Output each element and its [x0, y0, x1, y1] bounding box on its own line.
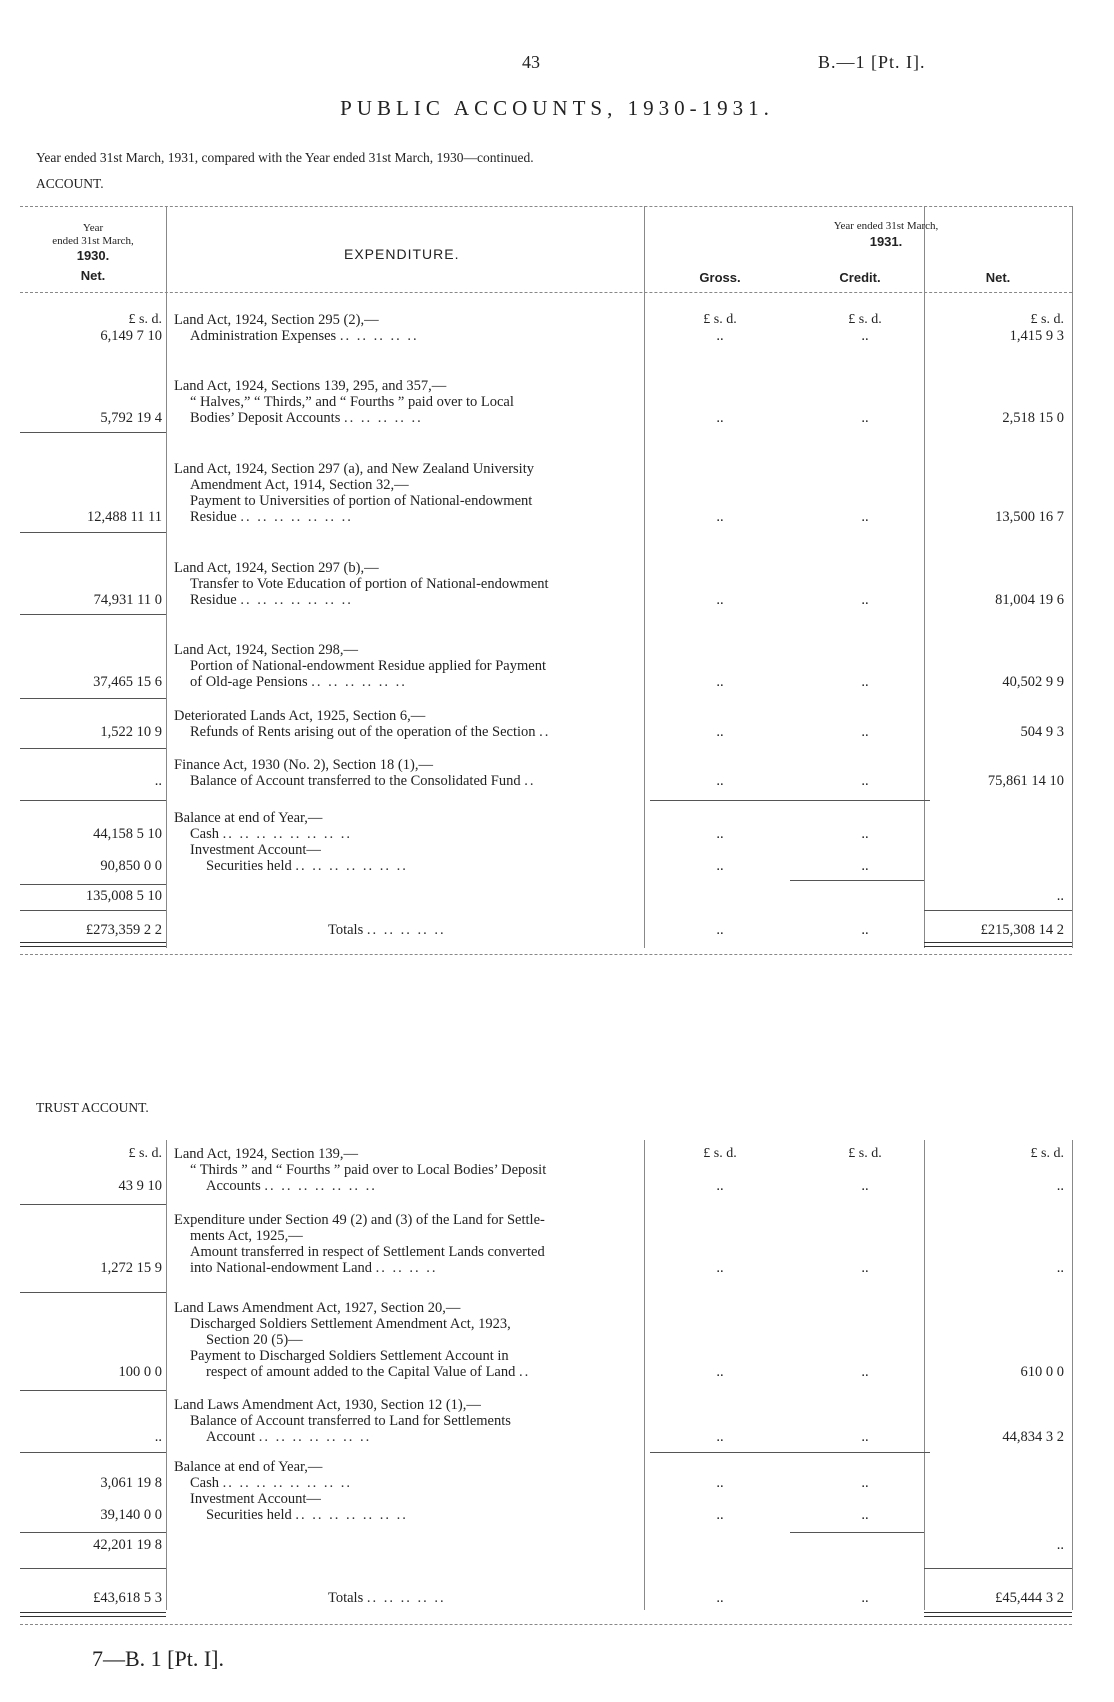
net-units: £ s. d.: [1030, 312, 1064, 327]
totals-double-rule: [924, 942, 1072, 947]
header-top-rule: [20, 206, 1072, 207]
gross-value: ..: [716, 724, 724, 740]
prev-year-heading: Year ended 31st March,: [52, 222, 134, 247]
securities-prev-value: 90,850 0 0: [100, 858, 162, 874]
gross-value: ..: [716, 1260, 724, 1276]
cash-gross-value: ..: [716, 826, 724, 842]
prev-units: £ s. d.: [128, 312, 162, 327]
credit-heading: Credit.: [839, 270, 881, 285]
column-rule-right: [1072, 206, 1073, 948]
totals-rule: [924, 1568, 1072, 1569]
totals-credit-value: ..: [861, 1590, 869, 1606]
securities-prev-value: 39,140 0 0: [100, 1507, 162, 1523]
credit-value: ..: [861, 674, 869, 690]
totals-credit-value: ..: [861, 922, 869, 938]
column-rule-prev: [166, 206, 167, 948]
credit-value: ..: [861, 1260, 869, 1276]
net-value: 1,415 9 3: [1009, 328, 1064, 344]
curr-year-heading: Year ended 31st March,: [833, 220, 939, 232]
gross-value: ..: [716, 674, 724, 690]
trust-net-units: £ s. d.: [1030, 1146, 1064, 1161]
credit-value: ..: [861, 328, 869, 344]
cash-prev-value: 44,158 5 10: [93, 826, 162, 842]
net-heading: Net.: [985, 270, 1011, 285]
securities-gross-value: ..: [716, 1507, 724, 1523]
credit-value: ..: [861, 773, 869, 789]
trust-account-label: TRUST ACCOUNT.: [36, 1100, 149, 1115]
row-rule: [20, 1452, 166, 1453]
net-value: 610 0 0: [1020, 1364, 1064, 1380]
totals-rule: [924, 910, 1072, 911]
balance-subtotal-net: ..: [1056, 888, 1064, 904]
securities-credit-value: ..: [861, 1507, 869, 1523]
row-description: Finance Act, 1930 (No. 2), Section 18 (1),— Balance of Account transferred to the Consolidated Fund ..: [174, 757, 536, 789]
credit-value: ..: [861, 1178, 869, 1194]
row-description: Land Act, 1924, Sections 139, 295, and 357,— “ Halves,” “ Thirds,” and “ Fourths ” paid over to Local Bodies’ Deposit Accounts .. .. .. .. ..: [174, 378, 514, 426]
prev-net-value: 12,488 11 11: [86, 509, 162, 525]
page-subtitle: Year ended 31st March, 1931, compared with the Year ended 31st March, 1930—continued.: [36, 150, 534, 165]
trust-section-bottom-rule: [20, 1624, 1072, 1625]
cash-prev-value: 3,061 19 8: [100, 1475, 162, 1491]
row-description: Deteriorated Lands Act, 1925, Section 6,— Refunds of Rents arising out of the operation of the Section ..: [174, 708, 551, 740]
net-value: 75,861 14 10: [987, 773, 1064, 789]
row-rule: [20, 748, 166, 749]
subtotal-rule: [790, 1532, 924, 1533]
totals-net-value: £215,308 14 2: [980, 922, 1064, 938]
net-value: ..: [1056, 1260, 1064, 1276]
row-rule: [20, 532, 166, 533]
gross-value: ..: [716, 1364, 724, 1380]
subtotal-rule: [20, 884, 166, 885]
row-description: Balance at end of Year,— Cash .. .. .. .. .. .. .. .. Investment Account— Securities held .. .. .. .. .. .. ..: [174, 1459, 408, 1523]
gross-value: ..: [716, 509, 724, 525]
prev-net-heading: Net.: [80, 268, 106, 283]
row-description: Land Act, 1924, Section 297 (a), and New Zealand University Amendment Act, 1914, Section 32,— Payment to Universities of portion of National-endowment Residue .. .. .. .. .. .. ..: [174, 461, 534, 525]
prev-net-value: 1,522 10 9: [100, 724, 162, 740]
row-rule: [20, 1204, 166, 1205]
row-description: Land Act, 1924, Section 295 (2),— Administration Expenses .. .. .. .. ..: [174, 312, 419, 344]
totals-gross-value: ..: [716, 1590, 724, 1606]
credit-value: ..: [861, 1364, 869, 1380]
totals-prev-value: £273,359 2 2: [85, 922, 162, 938]
prev-net-value: 37,465 15 6: [93, 674, 162, 690]
row-rule: [20, 1390, 166, 1391]
row-rule: [20, 1292, 166, 1293]
gross-value: ..: [716, 1429, 724, 1445]
section-bottom-rule: [20, 954, 1072, 955]
page-number: 43: [522, 52, 540, 72]
row-rule: [650, 800, 930, 801]
cash-gross-value: ..: [716, 1475, 724, 1491]
credit-value: ..: [861, 1429, 869, 1445]
gross-value: ..: [716, 773, 724, 789]
totals-label: Totals .. .. .. .. ..: [328, 1590, 446, 1606]
row-description: Land Act, 1924, Section 298,— Portion of National-endowment Residue applied for Payment of Old-age Pensions .. .. .. .. .. ..: [174, 642, 546, 690]
expenditure-heading: EXPENDITURE.: [344, 246, 460, 262]
gross-value: ..: [716, 592, 724, 608]
credit-units: £ s. d.: [848, 312, 882, 327]
account-label: ACCOUNT.: [36, 176, 104, 191]
subtotal-rule: [20, 1532, 166, 1533]
net-value: 40,502 9 9: [1002, 674, 1064, 690]
prev-net-value: 1,272 15 9: [100, 1260, 162, 1276]
gross-value: ..: [716, 328, 724, 344]
balance-subtotal-prev: 135,008 5 10: [85, 888, 162, 904]
page-footer: 7—B. 1 [Pt. I].: [92, 1646, 224, 1671]
credit-value: ..: [861, 509, 869, 525]
securities-credit-value: ..: [861, 858, 869, 874]
net-value: 81,004 19 6: [995, 592, 1064, 608]
prev-net-value: 43 9 10: [118, 1178, 162, 1194]
credit-value: ..: [861, 592, 869, 608]
prev-net-value: 100 0 0: [118, 1364, 162, 1380]
credit-value: ..: [861, 724, 869, 740]
gross-value: ..: [716, 410, 724, 426]
prev-net-value: 74,931 11 0: [93, 592, 162, 608]
net-value: 13,500 16 7: [995, 509, 1064, 525]
prev-net-value: 6,149 7 10: [100, 328, 162, 344]
trust-column-rule-gross: [644, 1140, 645, 1610]
row-rule: [20, 614, 166, 615]
row-description: Land Act, 1924, Section 139,— “ Thirds ” and “ Fourths ” paid over to Local Bodies’ Deposit Accounts .. .. .. .. .. .. ..: [174, 1146, 547, 1194]
totals-gross-value: ..: [716, 922, 724, 938]
net-value: 2,518 15 0: [1002, 410, 1064, 426]
header-bottom-rule: [20, 292, 1072, 293]
trust-gross-units: £ s. d.: [703, 1146, 737, 1161]
gross-value: ..: [716, 1178, 724, 1194]
credit-value: ..: [861, 410, 869, 426]
trust-column-rule-right: [1072, 1140, 1073, 1610]
trust-column-rule-prev: [166, 1140, 167, 1610]
subtotal-rule: [790, 880, 924, 881]
net-value: 44,834 3 2: [1002, 1429, 1064, 1445]
balance-subtotal-prev: 42,201 19 8: [93, 1537, 162, 1553]
row-rule: [20, 698, 166, 699]
cash-credit-value: ..: [861, 1475, 869, 1491]
gross-units: £ s. d.: [703, 312, 737, 327]
totals-prev-value: £43,618 5 3: [93, 1590, 162, 1606]
prev-net-value: 5,792 19 4: [100, 410, 162, 426]
row-description: Land Act, 1924, Section 297 (b),— Transfer to Vote Education of portion of National-endowment Residue .. .. .. .. .. .. ..: [174, 560, 549, 608]
row-description: Expenditure under Section 49 (2) and (3) of the Land for Settle- ments Act, 1925,— Amount transferred in respect of Settlement Lands converted into National-endowment Land .. .. .. ..: [174, 1212, 545, 1276]
row-description: Land Laws Amendment Act, 1927, Section 20,— Discharged Soldiers Settlement Amendment Act, 1923, Section 20 (5)— Payment to Discharged Soldiers Settlement Account in respect of amount added to the Capital Value of Land ..: [174, 1300, 531, 1380]
totals-net-value: £45,444 3 2: [995, 1590, 1064, 1606]
totals-rule: [20, 910, 166, 911]
prev-year-label: 1930.: [76, 248, 110, 263]
prev-net-value: ..: [154, 1429, 162, 1445]
document-reference: B.—1 [Pt. I].: [818, 52, 926, 72]
totals-label: Totals .. .. .. .. ..: [328, 922, 446, 938]
net-value: ..: [1056, 1178, 1064, 1194]
totals-double-rule: [20, 1612, 166, 1617]
row-rule: [650, 1452, 930, 1453]
gross-heading: Gross.: [699, 270, 741, 285]
net-value: 504 9 3: [1020, 724, 1064, 740]
totals-rule: [20, 1568, 166, 1569]
row-description: Land Laws Amendment Act, 1930, Section 12 (1),— Balance of Account transferred to Land for Settlements Account .. .. .. .. .. .. ..: [174, 1397, 511, 1445]
curr-year-label: 1931.: [869, 234, 903, 249]
totals-double-rule: [20, 942, 166, 947]
cash-credit-value: ..: [861, 826, 869, 842]
page-title: PUBLIC ACCOUNTS, 1930-1931.: [340, 96, 774, 120]
row-rule: [20, 432, 166, 433]
row-description: Balance at end of Year,— Cash .. .. .. .. .. .. .. .. Investment Account— Securities held .. .. .. .. .. .. ..: [174, 810, 408, 874]
trust-prev-units: £ s. d.: [128, 1146, 162, 1161]
trust-credit-units: £ s. d.: [848, 1146, 882, 1161]
securities-gross-value: ..: [716, 858, 724, 874]
totals-double-rule: [924, 1612, 1072, 1617]
column-rule-gross: [644, 206, 645, 948]
row-rule: [20, 800, 166, 801]
balance-subtotal-net: ..: [1056, 1537, 1064, 1553]
prev-net-value: ..: [154, 773, 162, 789]
